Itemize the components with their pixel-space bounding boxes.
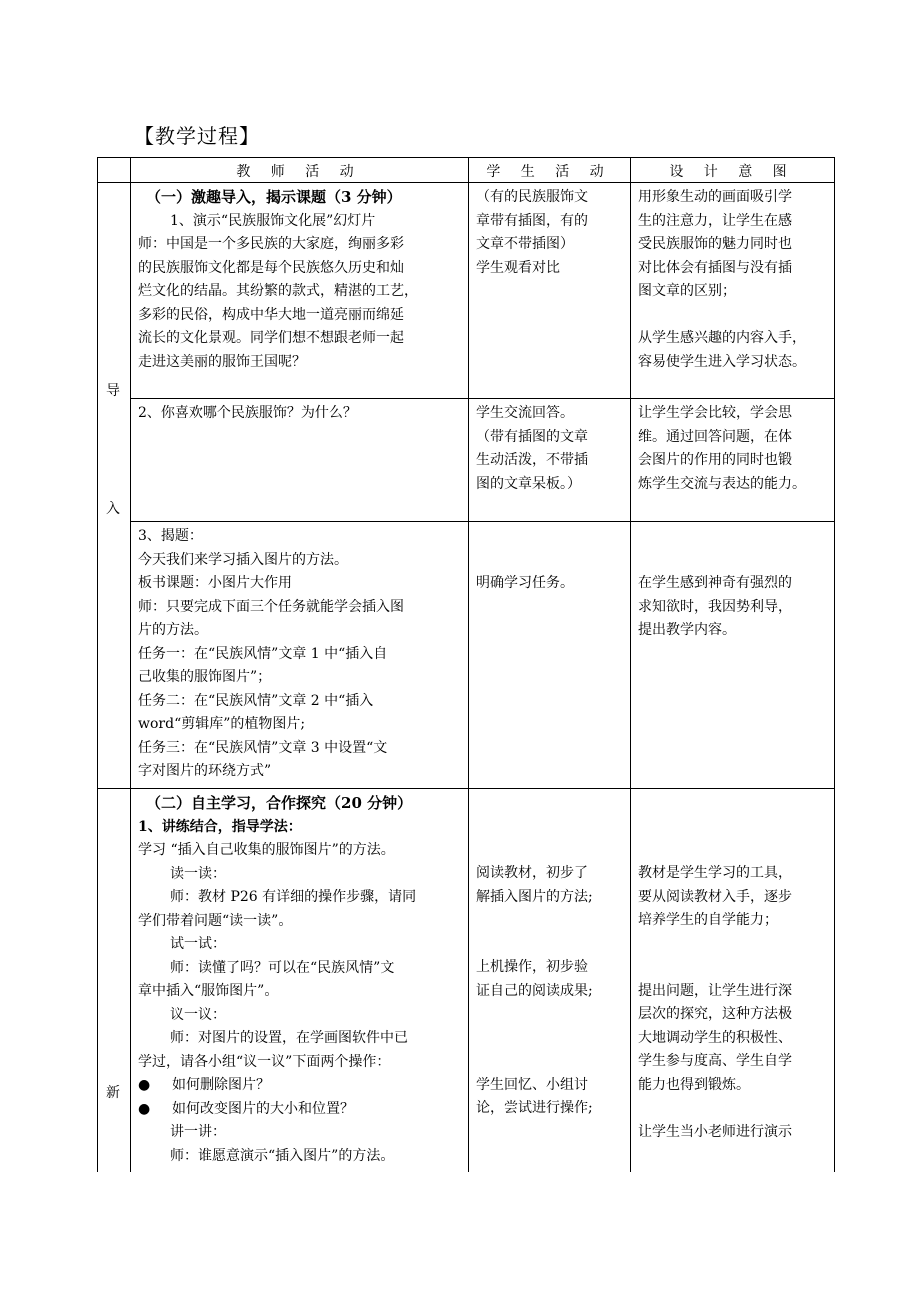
page-title: 【教学过程】 xyxy=(134,124,260,148)
text-line: 要从阅读教材入手，逐步 xyxy=(638,888,792,905)
text-line: 字对图片的环绕方式” xyxy=(138,763,272,779)
row2-student-cell xyxy=(476,402,588,496)
text-line: 学生交流回答。 xyxy=(476,405,574,421)
text-line: 能力也得到锻炼。 xyxy=(638,1076,750,1093)
row1-teacher-cell xyxy=(138,186,418,374)
text-line: 任务二：在“民族风情”文章 2 中“插入 xyxy=(138,692,374,709)
text-line: 论，尝试进行操作; xyxy=(476,1100,593,1116)
text-line: word“剪辑库”的植物图片; xyxy=(138,716,306,732)
row1-design-cell xyxy=(638,186,806,374)
text-line: 试一试： xyxy=(170,936,226,952)
text-line: 用形象生动的画面吸引学 xyxy=(638,189,792,205)
text-line: 师：中国是一个多民族的大家庭，绚丽多彩 xyxy=(138,236,404,252)
text-line: （带有插图的文章 xyxy=(476,428,588,445)
text-line: 文章不带插图） xyxy=(476,236,574,252)
text-line: 从学生感兴趣的内容入手， xyxy=(638,330,806,346)
text-line: 走进这美丽的服饰王国呢？ xyxy=(138,353,306,370)
blank-line xyxy=(638,304,806,328)
table-border-left xyxy=(97,157,98,1172)
header-teacher: 教 师 活 动 xyxy=(236,164,362,180)
side-label-xin: 新 xyxy=(106,1085,120,1101)
row-divider-1 xyxy=(130,398,835,399)
side-label-ru: 入 xyxy=(106,501,120,517)
blank-line xyxy=(638,933,792,980)
bullet-icon: ● xyxy=(138,1100,151,1117)
text-line: 在学生感到神奇有强烈的 xyxy=(638,575,792,591)
row3-design-cell xyxy=(638,572,792,643)
text-line: 师：对图片的设置，在学画图软件中已 xyxy=(170,1030,408,1046)
text-line: 图的文章呆板。） xyxy=(476,475,581,492)
bullet-icon: ● xyxy=(138,1077,151,1093)
text-line: 对比体会有插图与没有插 xyxy=(638,259,792,276)
text-line: 提出教学内容。 xyxy=(638,622,736,638)
text-line: 培养学生的自学能力； xyxy=(638,912,778,928)
text-line: 师：读懂了吗？可以在“民族风情”文 xyxy=(170,959,395,976)
text-line: 任务一：在“民族风情”文章 1 中“插入自 xyxy=(138,645,388,662)
text-line: 生动活泼，不带插 xyxy=(476,452,588,468)
text-line: 2、你喜欢哪个民族服饰？为什么？ xyxy=(138,405,357,421)
blank-line xyxy=(476,909,593,956)
subheading: 1、讲练结合，指导学法： xyxy=(138,818,302,835)
text-line: 会图片的作用的同时也锻 xyxy=(638,452,792,468)
text-line: 容易使学生进入学习状态。 xyxy=(638,353,806,370)
text-line: 议一议： xyxy=(170,1006,226,1023)
text-line: 维。通过回答问题，在体 xyxy=(638,428,792,445)
section-divider xyxy=(97,788,835,789)
blank-line xyxy=(476,1003,593,1074)
text-line: 师：教材 P26 有详细的操作步骤，请同 xyxy=(170,889,417,905)
row3-student-cell xyxy=(476,572,574,596)
text-line: 今天我们来学习插入图片的方法。 xyxy=(138,551,348,568)
text-line: 学生参与度高、学生自学 xyxy=(638,1053,792,1069)
table-divider-teacher xyxy=(468,157,469,1172)
text-line: 证自己的阅读成果; xyxy=(476,982,593,999)
text-line: 求知欲时，我因势利导， xyxy=(638,598,792,615)
text-line: 解插入图片的方法; xyxy=(476,888,593,905)
text-line: 师：只要完成下面三个任务就能学会插入图 xyxy=(138,598,404,615)
text-line: 层次的探究，这种方法极 xyxy=(638,1006,792,1022)
text-line: 上机操作，初步验 xyxy=(476,959,588,975)
text-line: 学生观看对比 xyxy=(476,259,560,276)
text-line: 师：谁愿意演示“插入图片”的方法。 xyxy=(170,1147,395,1164)
text-line: 读一读： xyxy=(170,865,226,882)
row-divider-2 xyxy=(130,521,835,522)
text-line: 学生回忆、小组讨 xyxy=(476,1076,588,1093)
text-line: 学习 “插入自己收集的服饰图片”的方法。 xyxy=(138,842,395,858)
section-heading: （一）激趣导入，揭示课题（3 分钟） xyxy=(146,188,402,206)
text-line: 己收集的服饰图片”； xyxy=(138,669,272,685)
text-line: 大地调动学生的积极性、 xyxy=(638,1029,792,1046)
text-line: 章中插入“服饰图片”。 xyxy=(138,983,279,999)
row4-student-cell xyxy=(476,862,593,1121)
text-line: 提出问题，让学生进行深 xyxy=(638,982,792,999)
text-line: 图文章的区别； xyxy=(638,283,736,299)
text-line: （有的民族服饰文 xyxy=(476,189,588,205)
row1-student-cell xyxy=(476,186,588,280)
list-item: ● 如何删除图片？ xyxy=(138,1074,416,1098)
text-line: 板书课题：小图片大作用 xyxy=(138,575,292,591)
header-student: 学 生 活 动 xyxy=(486,164,612,180)
text-line: 多彩的民俗，构成中华大地一道亮丽而绵延 xyxy=(138,306,404,323)
list-item: ● 如何改变图片的大小和位置？ xyxy=(138,1098,416,1122)
side-label-dao: 导 xyxy=(106,383,120,399)
row2-design-cell xyxy=(638,402,806,496)
text-line: 学过，请各小组“议一议”下面两个操作： xyxy=(138,1053,391,1070)
text-line: 让学生学会比较，学会思 xyxy=(638,405,792,421)
text-line: 的民族服饰文化都是每个民族悠久历史和灿 xyxy=(138,259,404,276)
text-line: 让学生当小老师进行演示 xyxy=(638,1123,792,1140)
row3-teacher-cell xyxy=(138,525,404,784)
text-line: 明确学习任务。 xyxy=(476,575,574,591)
text-line: 3、揭题： xyxy=(138,528,203,544)
row4-design-cell xyxy=(638,862,792,1144)
text-line: 阅读教材，初步了 xyxy=(476,865,588,881)
header-design: 设 计 意 图 xyxy=(669,164,795,180)
text-line: 片的方法。 xyxy=(138,622,208,638)
text-line: 炼学生交流与表达的能力。 xyxy=(638,475,806,492)
table-border-top xyxy=(97,157,835,158)
text-line: 生的注意力，让学生在感 xyxy=(638,212,792,229)
text-line: 讲一讲： xyxy=(170,1124,226,1140)
blank-line xyxy=(638,1097,792,1121)
text-line: 教材是学生学习的工具， xyxy=(638,865,792,881)
table-divider-student xyxy=(630,157,631,1172)
table-border-label-col xyxy=(130,157,131,1172)
text-line: 受民族服饰的魅力同时也 xyxy=(638,236,792,252)
text-line: 章带有插图，有的 xyxy=(476,212,588,229)
header-divider xyxy=(97,182,835,183)
text-line: 学们带着问题“读一读”。 xyxy=(138,912,293,929)
table-border-right xyxy=(834,157,835,1172)
text-line: 流长的文化景观。同学们想不想跟老师一起 xyxy=(138,330,404,346)
row4-teacher-cell xyxy=(138,792,416,1168)
text-line: 1、演示“民族服饰文化展”幻灯片 xyxy=(170,212,376,229)
text-line: 任务三：在“民族风情”文章 3 中设置“文 xyxy=(138,739,388,756)
text-line: 烂文化的结晶。其纷繁的款式，精湛的工艺， xyxy=(138,283,418,299)
section-heading: （二）自主学习，合作探究（20 分钟） xyxy=(146,794,413,812)
row2-teacher-cell xyxy=(138,402,357,426)
